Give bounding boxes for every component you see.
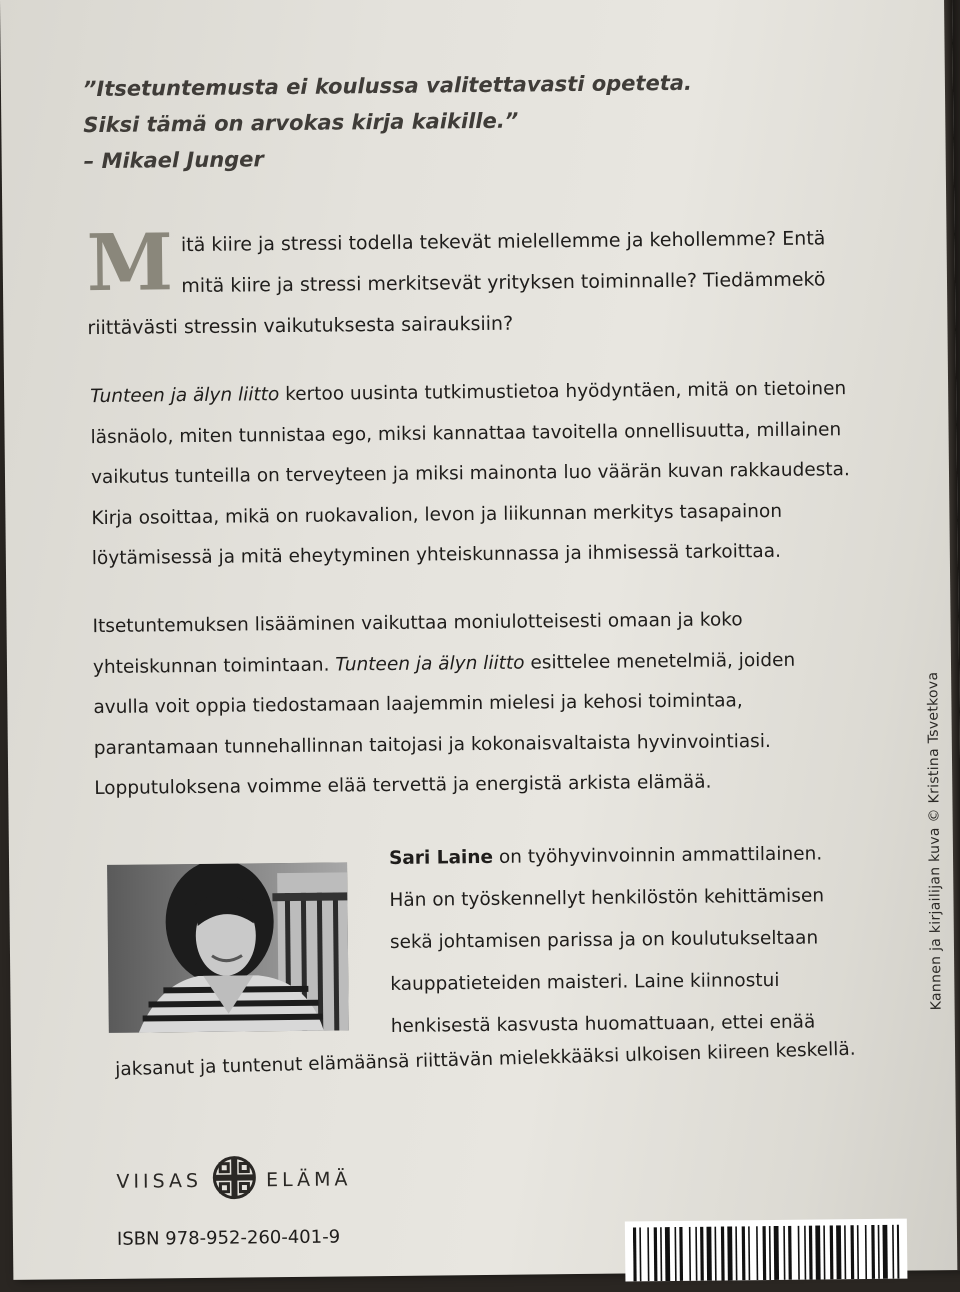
barcode-bar bbox=[721, 1226, 725, 1280]
bio-line: Hän on työskennellyt henkilöstön kehittämisen bbox=[389, 885, 825, 911]
paragraph-line: avulla voit oppia tiedostamaan laajemmin mielesi ja kehosi toimintaa, bbox=[93, 690, 743, 719]
barcode-bar bbox=[727, 1226, 732, 1280]
barcode-bar bbox=[647, 1227, 649, 1281]
barcode-bar bbox=[850, 1225, 854, 1279]
book-spine-edge bbox=[944, 0, 960, 1270]
barcode-bar bbox=[762, 1226, 766, 1280]
description-paragraph bbox=[92, 599, 894, 810]
paragraph-line: läsnäolo, miten tunnistaa ego, miksi kannattaa tavoitella onnellisuutta, millainen bbox=[90, 418, 842, 448]
quote-line: Siksi tämä on arvokas kirja kaikille.” bbox=[83, 108, 519, 138]
bio-line: kauppatieteiden maisteri. Laine kiinnostui bbox=[390, 969, 780, 995]
barcode-bar bbox=[639, 1227, 641, 1281]
photo-credit: Kannen ja kirjailijan kuva © Kristina Tsvetkova bbox=[925, 671, 945, 1011]
barcode-bar bbox=[836, 1225, 841, 1279]
barcode-bar bbox=[798, 1226, 800, 1280]
intro-line: riittävästi stressin vaikutuksesta sairauksiin? bbox=[87, 312, 514, 340]
publisher-name-right: ELÄMÄ bbox=[265, 1167, 352, 1191]
intro-line: mitä kiire ja stressi merkitsevät yrityksen toiminnalle? Tiedämmekö bbox=[181, 268, 826, 298]
intro-paragraph bbox=[86, 216, 857, 349]
bio-line: jaksanut ja tuntenut elämäänsä riittävän mielekkääksi ulkoisen kiireen keskellä. bbox=[114, 1038, 856, 1081]
barcode-bar bbox=[844, 1225, 846, 1279]
barcode-bar bbox=[742, 1226, 746, 1280]
barcode-bar bbox=[665, 1227, 670, 1281]
barcode-bar bbox=[857, 1225, 859, 1279]
barcode-bar bbox=[882, 1225, 887, 1279]
line-text: yhteiskunnan toimintaan. bbox=[92, 654, 336, 678]
barcode-bar bbox=[756, 1226, 758, 1280]
barcode-bar bbox=[783, 1226, 785, 1280]
line-text: on työhyvinvoinnin ammattilainen. bbox=[492, 843, 823, 868]
publisher-logo bbox=[116, 1154, 352, 1205]
paragraph-line: Kirja osoittaa, mikä on ruokavalion, levon ja liikunnan merkitys tasapainon bbox=[91, 500, 783, 529]
barcode-bar bbox=[865, 1225, 867, 1279]
barcode-bar bbox=[809, 1226, 813, 1280]
line-text: kertoo uusinta tutkimustietoa hyödyntäen, mitä on tietoinen bbox=[279, 378, 847, 406]
barcode-bar bbox=[748, 1226, 750, 1280]
description-paragraph bbox=[90, 369, 892, 580]
paragraph-line: parantamaan tunnehallinnan taitojasi ja kokonaisvaltaista hyvinvointiasi. bbox=[93, 730, 771, 759]
barcode-bar bbox=[689, 1227, 691, 1281]
barcode-bar bbox=[871, 1225, 875, 1279]
barcode-bar bbox=[897, 1225, 900, 1279]
barcode-bar bbox=[679, 1227, 683, 1281]
barcode-bar bbox=[735, 1226, 737, 1280]
line-text: esittelee menetelmiä, joiden bbox=[524, 649, 796, 674]
quote-attribution: – Mikael Junger bbox=[83, 147, 264, 174]
barcode-bar bbox=[788, 1226, 792, 1280]
barcode-bar bbox=[695, 1227, 697, 1281]
barcode-bar bbox=[804, 1226, 806, 1280]
intro-line: itä kiire ja stressi todella tekevät mielellemme ja kehollemme? Entä bbox=[180, 227, 826, 257]
drop-cap: M bbox=[86, 217, 174, 310]
barcode-bar bbox=[892, 1225, 894, 1279]
barcode-bar bbox=[823, 1225, 825, 1279]
barcode-bar bbox=[633, 1227, 637, 1281]
author-bio bbox=[389, 833, 826, 1048]
barcode-bar bbox=[830, 1225, 834, 1279]
celtic-knot-icon bbox=[212, 1155, 257, 1204]
barcode-bar bbox=[714, 1227, 716, 1281]
paragraph-line: Itsetuntemuksen lisääminen vaikuttaa moniulotteisesti omaan ja koko bbox=[92, 609, 743, 638]
author-photo bbox=[107, 862, 349, 1033]
barcode-bar bbox=[700, 1227, 704, 1281]
author-name: Sari Laine bbox=[388, 846, 494, 869]
barcode-bar bbox=[769, 1226, 771, 1280]
bio-line bbox=[389, 833, 824, 880]
barcode-bar bbox=[706, 1227, 711, 1281]
publisher-name-left: VIISAS bbox=[116, 1169, 203, 1193]
barcode-bar bbox=[654, 1227, 658, 1281]
book-title: Tunteen ja älyn liitto bbox=[90, 384, 280, 408]
quote-line: ”Itsetuntemusta ei koulussa valitettavasti opeteta. bbox=[82, 70, 693, 102]
bio-line: sekä johtamisen parissa ja on koulutukseltaan bbox=[389, 927, 819, 953]
barcode-bar bbox=[878, 1225, 880, 1279]
endorsement-quote bbox=[83, 65, 693, 179]
isbn-number: ISBN 978-952-260-401-9 bbox=[116, 1226, 341, 1250]
barcode bbox=[625, 1219, 908, 1282]
barcode-bar bbox=[674, 1227, 676, 1281]
barcode-bar bbox=[660, 1227, 662, 1281]
paragraph-line: löytämisessä ja mitä eheytyminen yhteiskunnassa ja ihmisessä tarkoittaa. bbox=[91, 540, 782, 570]
paragraph-line bbox=[93, 639, 893, 688]
book-title: Tunteen ja älyn liitto bbox=[335, 652, 525, 676]
paragraph-line: Lopputuloksena voimme elää tervettä ja energistä arkista elämää. bbox=[94, 771, 712, 800]
barcode-bar bbox=[815, 1225, 820, 1279]
barcode-bar bbox=[774, 1226, 779, 1280]
bio-line: henkisestä kasvusta huomattuaan, ettei enää bbox=[390, 1011, 816, 1037]
paragraph-line: vaikutus tunteilla on terveyteen ja miksi mainonta luo väärän kuvan rakkaudesta. bbox=[90, 459, 850, 489]
